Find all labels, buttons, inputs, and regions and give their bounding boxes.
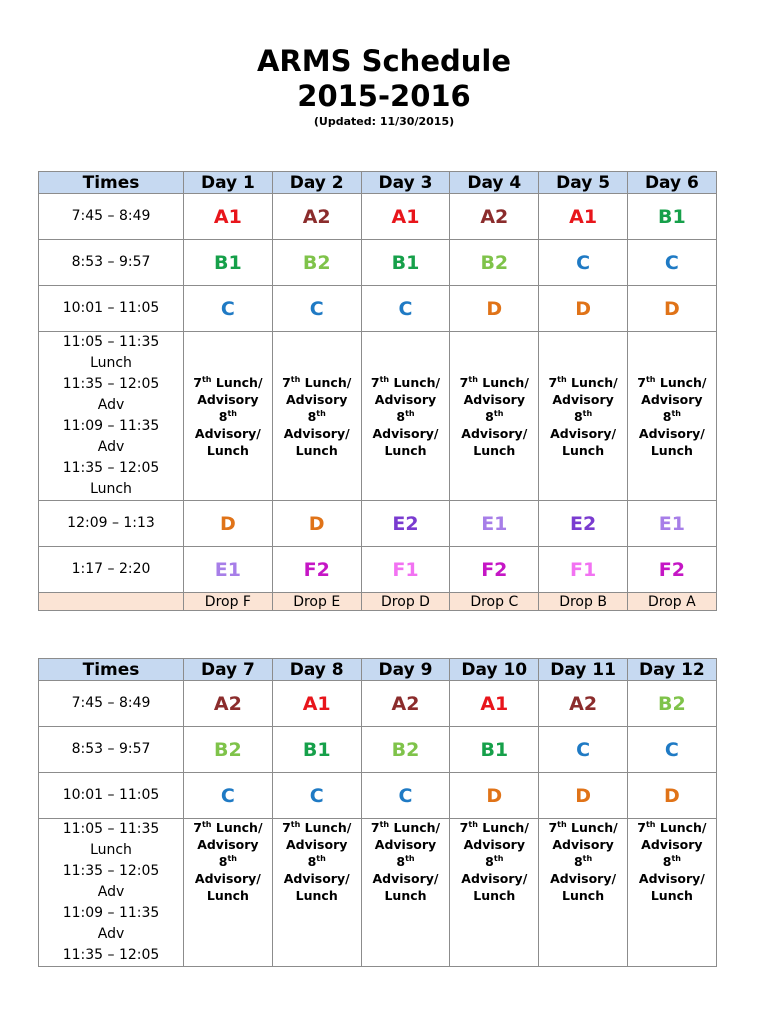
lunch-line-4: Advisory/: [372, 425, 439, 441]
lunch-line-5: Lunch: [206, 442, 249, 458]
drop-cell: Drop E: [272, 593, 361, 611]
updated-date: (Updated: 11/30/2015): [313, 115, 455, 128]
ordinal-suffix: th: [671, 853, 681, 863]
block-cell: E1: [627, 501, 716, 547]
drop-cell: Drop D: [361, 593, 450, 611]
block-cell: D: [627, 773, 716, 819]
lunch-time-line: Lunch: [90, 842, 132, 858]
lunch-line-5: Lunch: [473, 442, 516, 458]
block-cell: B1: [272, 727, 361, 773]
lunch-time-line: 11:09 – 11:35: [62, 905, 160, 921]
period-time: 10:01 – 11:05: [39, 773, 184, 819]
lunch-line-1: 7th Lunch/: [282, 374, 352, 390]
header-day: Day 2: [272, 172, 361, 194]
ordinal-suffix: th: [290, 819, 301, 829]
ordinal-suffix: th: [493, 408, 504, 418]
period-row: [39, 547, 717, 593]
ordinal-suffix: th: [468, 374, 478, 384]
lunch-advisory-cell: [272, 332, 361, 501]
lunch-line-4: Advisory/: [283, 425, 350, 441]
period-row: [39, 501, 717, 547]
lunch-line-5: Lunch: [384, 442, 427, 458]
header-day: Day 4: [450, 172, 539, 194]
block-cell: A1: [539, 194, 628, 240]
title-block: [0, 44, 768, 130]
block-cell: A1: [272, 681, 361, 727]
block-cell: F2: [627, 547, 716, 593]
ordinal-suffix: th: [493, 853, 504, 863]
block-cell: D: [450, 286, 539, 332]
lunch-time-line: Lunch: [90, 481, 132, 497]
block-cell: D: [627, 286, 716, 332]
ordinal-suffix: th: [290, 374, 301, 384]
lunch-line-2: Advisory: [463, 391, 525, 407]
ordinal-suffix: th: [645, 819, 656, 829]
block-cell: D: [539, 773, 628, 819]
period-row: [39, 286, 717, 332]
lunch-line-2: Advisory: [374, 837, 437, 852]
block-cell: C: [272, 773, 361, 819]
block-cell: B2: [627, 681, 716, 727]
ordinal-suffix: th: [582, 853, 593, 863]
lunch-line-1: 7th Lunch/: [370, 819, 441, 835]
period-time: 8:53 – 9:57: [39, 727, 184, 773]
lunch-advisory-cell: [627, 819, 716, 967]
lunch-line-2: Advisory: [374, 391, 437, 407]
block-cell: F1: [539, 547, 628, 593]
block-cell: C: [361, 773, 450, 819]
lunch-line-2: Advisory: [197, 391, 259, 407]
lunch-line-4: Advisory/: [194, 871, 261, 886]
school-year: 2015-2016: [297, 79, 471, 113]
lunch-line-2: Advisory: [463, 837, 525, 852]
page-title: ARMS Schedule: [256, 44, 512, 78]
lunch-advisory-cell: [272, 819, 361, 967]
period-time: 7:45 – 8:49: [39, 194, 184, 240]
lunch-line-2: Advisory: [285, 837, 348, 852]
lunch-period-times: [39, 819, 184, 967]
lunch-line-1: 7th Lunch/: [282, 819, 352, 835]
lunch-line-2: Advisory: [641, 837, 703, 852]
lunch-line-3: 8th: [307, 408, 326, 424]
header-day: Day 11: [539, 659, 628, 681]
drop-label-blank: [39, 593, 184, 611]
block-cell: A2: [361, 681, 450, 727]
lunch-advisory-cell: [539, 332, 628, 501]
period-time: 10:01 – 11:05: [39, 286, 184, 332]
lunch-line-4: Advisory/: [283, 871, 350, 886]
block-cell: B1: [361, 240, 450, 286]
lunch-line-1: 7th Lunch/: [637, 374, 707, 390]
lunch-line-3: 8th: [485, 408, 504, 424]
lunch-time-line: 11:35 – 12:05: [62, 863, 160, 879]
schedule-table-days-1-6: [38, 171, 717, 611]
block-cell: C: [539, 240, 628, 286]
block-cell: A1: [450, 681, 539, 727]
lunch-line-5: Lunch: [206, 888, 249, 903]
lunch-time-line: Adv: [97, 397, 125, 413]
period-row: [39, 681, 717, 727]
block-cell: F2: [272, 547, 361, 593]
header-day: Day 8: [272, 659, 361, 681]
ordinal-suffix: th: [582, 408, 593, 418]
lunch-time-line: 11:05 – 11:35: [62, 334, 160, 350]
lunch-line-1: 7th Lunch/: [637, 819, 707, 835]
table-header-row: [39, 659, 717, 681]
lunch-row: [39, 819, 717, 967]
block-cell: A2: [272, 194, 361, 240]
lunch-line-3: 8th: [573, 408, 593, 424]
lunch-advisory-cell: [450, 819, 539, 967]
block-cell: E1: [184, 547, 273, 593]
lunch-line-1: 7th Lunch/: [548, 819, 618, 835]
lunch-line-5: Lunch: [473, 888, 516, 903]
block-cell: F1: [361, 547, 450, 593]
header-day: Day 5: [539, 172, 628, 194]
block-cell: D: [184, 501, 273, 547]
block-cell: D: [539, 286, 628, 332]
lunch-time-line: 11:35 – 12:05: [62, 460, 160, 476]
lunch-line-4: Advisory/: [461, 871, 528, 886]
lunch-time-line: 11:09 – 11:35: [62, 418, 160, 434]
drop-cell: Drop B: [539, 593, 628, 611]
lunch-line-2: Advisory: [552, 837, 614, 852]
block-cell: E2: [361, 501, 450, 547]
block-cell: B2: [184, 727, 273, 773]
ordinal-suffix: th: [671, 408, 681, 418]
block-cell: E2: [539, 501, 628, 547]
ordinal-suffix: th: [201, 819, 212, 829]
lunch-line-5: Lunch: [562, 888, 605, 903]
block-cell: B1: [184, 240, 273, 286]
lunch-line-5: Lunch: [384, 888, 427, 903]
header-times: Times: [39, 659, 184, 681]
lunch-line-4: Advisory/: [550, 871, 617, 886]
lunch-advisory-cell: [361, 332, 450, 501]
ordinal-suffix: th: [405, 853, 415, 863]
ordinal-suffix: th: [405, 408, 415, 418]
lunch-line-5: Lunch: [562, 442, 605, 458]
period-time: 8:53 – 9:57: [39, 240, 184, 286]
lunch-line-3: 8th: [662, 408, 681, 424]
block-cell: D: [450, 773, 539, 819]
ordinal-suffix: th: [379, 374, 390, 384]
lunch-advisory-cell: [184, 332, 273, 501]
block-cell: A2: [450, 194, 539, 240]
header-day: Day 1: [184, 172, 273, 194]
ordinal-suffix: th: [316, 853, 326, 863]
lunch-line-3: 8th: [485, 853, 504, 869]
header-day: Day 6: [627, 172, 716, 194]
period-time: 7:45 – 8:49: [39, 681, 184, 727]
lunch-line-5: Lunch: [295, 442, 338, 458]
lunch-line-1: 7th Lunch/: [370, 374, 441, 390]
lunch-advisory-cell: [627, 332, 716, 501]
ordinal-suffix: th: [557, 819, 567, 829]
lunch-line-4: Advisory/: [638, 425, 705, 441]
lunch-line-2: Advisory: [552, 391, 614, 407]
block-cell: F2: [450, 547, 539, 593]
lunch-line-3: 8th: [396, 408, 415, 424]
lunch-advisory-cell: [361, 819, 450, 967]
block-cell: B1: [450, 727, 539, 773]
ordinal-suffix: th: [227, 408, 238, 418]
ordinal-suffix: th: [316, 408, 326, 418]
lunch-line-3: 8th: [396, 853, 415, 869]
drop-cell: Drop C: [450, 593, 539, 611]
lunch-line-5: Lunch: [650, 442, 693, 458]
header-day: Day 12: [627, 659, 716, 681]
ordinal-suffix: th: [227, 853, 238, 863]
lunch-line-4: Advisory/: [372, 871, 439, 886]
lunch-line-1: 7th Lunch/: [193, 374, 263, 390]
lunch-time-line: 11:05 – 11:35: [62, 821, 160, 837]
ordinal-suffix: th: [468, 819, 478, 829]
lunch-line-2: Advisory: [285, 391, 348, 407]
block-cell: B2: [272, 240, 361, 286]
lunch-row: [39, 332, 717, 501]
lunch-line-4: Advisory/: [194, 425, 261, 441]
block-cell: C: [627, 727, 716, 773]
lunch-time-line: 11:35 – 12:05: [62, 947, 160, 963]
lunch-line-3: 8th: [573, 853, 593, 869]
table-header-row: [39, 172, 717, 194]
block-cell: C: [539, 727, 628, 773]
lunch-line-2: Advisory: [197, 837, 259, 852]
lunch-line-1: 7th Lunch/: [459, 819, 529, 835]
lunch-time-line: Lunch: [90, 355, 132, 371]
lunch-line-3: 8th: [662, 853, 681, 869]
lunch-time-line: Adv: [97, 926, 125, 942]
lunch-line-3: 8th: [307, 853, 326, 869]
header-day: Day 3: [361, 172, 450, 194]
schedule-table-days-7-12: [38, 658, 717, 967]
block-cell: C: [361, 286, 450, 332]
lunch-line-5: Lunch: [295, 888, 338, 903]
block-cell: C: [272, 286, 361, 332]
block-cell: A1: [361, 194, 450, 240]
drop-cell: Drop F: [184, 593, 273, 611]
drop-row: [39, 593, 717, 611]
lunch-line-5: Lunch: [650, 888, 693, 903]
lunch-line-4: Advisory/: [550, 425, 617, 441]
lunch-line-2: Advisory: [641, 391, 703, 407]
ordinal-suffix: th: [557, 374, 567, 384]
ordinal-suffix: th: [645, 374, 656, 384]
lunch-advisory-cell: [450, 332, 539, 501]
lunch-line-3: 8th: [218, 408, 238, 424]
block-cell: C: [184, 773, 273, 819]
period-row: [39, 773, 717, 819]
lunch-advisory-cell: [539, 819, 628, 967]
lunch-line-3: 8th: [218, 853, 238, 869]
lunch-time-line: Adv: [97, 439, 125, 455]
block-cell: C: [184, 286, 273, 332]
block-cell: A2: [184, 681, 273, 727]
period-row: [39, 194, 717, 240]
lunch-line-1: 7th Lunch/: [548, 374, 618, 390]
period-row: [39, 727, 717, 773]
ordinal-suffix: th: [201, 374, 212, 384]
period-row: [39, 240, 717, 286]
drop-cell: Drop A: [627, 593, 716, 611]
lunch-line-1: 7th Lunch/: [193, 819, 263, 835]
block-cell: B1: [627, 194, 716, 240]
lunch-time-line: 11:35 – 12:05: [62, 376, 160, 392]
block-cell: B2: [361, 727, 450, 773]
lunch-advisory-cell: [184, 819, 273, 967]
lunch-line-4: Advisory/: [461, 425, 528, 441]
lunch-line-4: Advisory/: [638, 871, 705, 886]
header-day: Day 10: [450, 659, 539, 681]
period-time: 1:17 – 2:20: [39, 547, 184, 593]
block-cell: A2: [539, 681, 628, 727]
lunch-time-line: Adv: [97, 884, 125, 900]
header-day: Day 9: [361, 659, 450, 681]
header-day: Day 7: [184, 659, 273, 681]
lunch-line-1: 7th Lunch/: [459, 374, 529, 390]
block-cell: B2: [450, 240, 539, 286]
period-time: 12:09 – 1:13: [39, 501, 184, 547]
block-cell: C: [627, 240, 716, 286]
block-cell: A1: [184, 194, 273, 240]
ordinal-suffix: th: [379, 819, 390, 829]
lunch-period-times: [39, 332, 184, 501]
block-cell: D: [272, 501, 361, 547]
header-times: Times: [39, 172, 184, 194]
block-cell: E1: [450, 501, 539, 547]
